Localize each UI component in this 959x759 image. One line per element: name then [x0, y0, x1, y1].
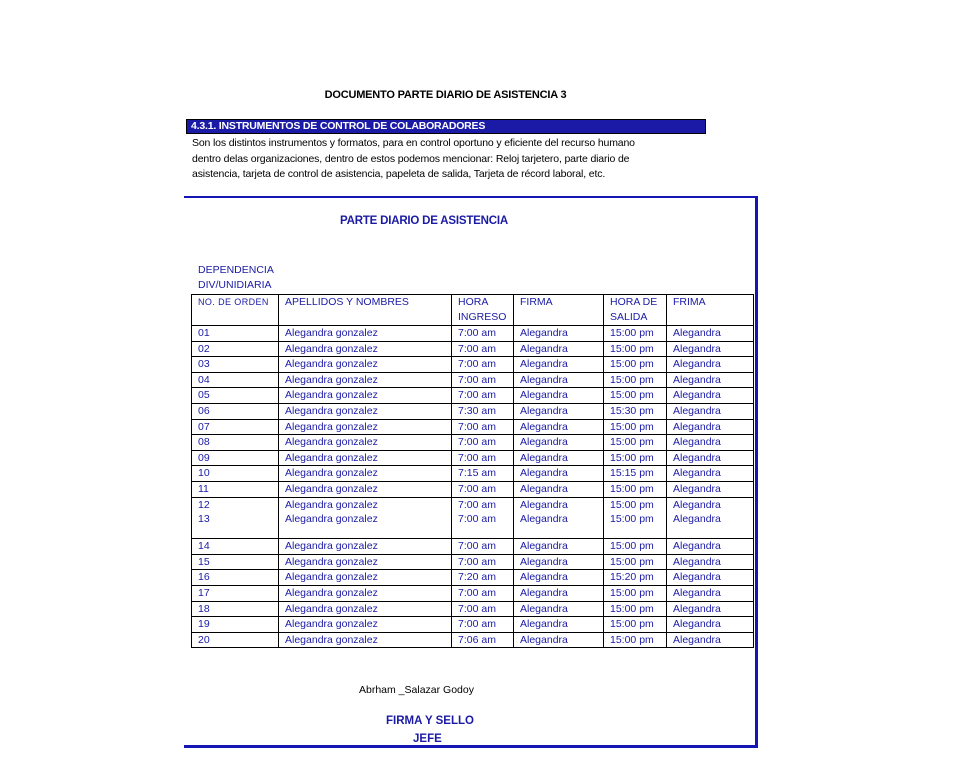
cell-exit-time: 15:00 pm — [604, 450, 667, 466]
table-row — [192, 601, 754, 617]
cell-entry-signature: Alegandra — [514, 617, 604, 633]
cell-order: 06 — [192, 403, 279, 419]
intro-line: Son los distintos instrumentos y formatos, para en control oportuno y eficiente del recurso humano — [192, 137, 635, 149]
cell-exit-signature: Alegandra — [667, 326, 754, 342]
intro-line: dentro delas organizaciones, dentro de estos podemos mencionar: Reloj tarjetero, parte diario de — [192, 152, 630, 165]
cell-order: 05 — [192, 388, 279, 404]
table-row — [192, 481, 754, 497]
cell-order: 20 — [192, 632, 279, 648]
cell-name: Alegandra gonzalez — [279, 497, 452, 512]
form-title: PARTE DIARIO DE ASISTENCIA — [340, 215, 508, 227]
header-entry-time: HORA INGRESO — [452, 295, 514, 326]
cell-exit-signature: Alegandra — [667, 388, 754, 404]
cell-exit-time: 15:00 pm — [604, 481, 667, 497]
cell-name: Alegandra gonzalez — [279, 357, 452, 373]
cell-entry-signature: Alegandra — [514, 512, 604, 539]
cell-name: Alegandra gonzalez — [279, 632, 452, 648]
header-signature-2: FRIMA — [667, 295, 754, 326]
cell-entry-time: 7:00 am — [452, 435, 514, 451]
cell-entry-time: 7:00 am — [452, 481, 514, 497]
cell-order: 17 — [192, 585, 279, 601]
table-row — [192, 326, 754, 342]
cell-entry-time: 7:00 am — [452, 450, 514, 466]
cell-name: Alegandra gonzalez — [279, 450, 452, 466]
header-signature: FIRMA — [514, 295, 604, 326]
table-row — [192, 570, 754, 586]
intro-line: asistencia, tarjeta de control de asistencia, papeleta de salida, Tarjeta de récord laboral, etc. — [192, 168, 606, 180]
cell-name: Alegandra gonzalez — [279, 403, 452, 419]
table-row — [192, 617, 754, 633]
cell-order: 13 — [192, 512, 279, 539]
cell-exit-time: 15:00 pm — [604, 554, 667, 570]
cell-entry-time: 7:00 am — [452, 617, 514, 633]
cell-order: 07 — [192, 419, 279, 435]
cell-entry-signature: Alegandra — [514, 570, 604, 586]
cell-entry-signature: Alegandra — [514, 435, 604, 451]
cell-exit-signature: Alegandra — [667, 570, 754, 586]
cell-order: 01 — [192, 326, 279, 342]
cell-exit-time: 15:15 pm — [604, 466, 667, 482]
cell-order: 18 — [192, 601, 279, 617]
table-row — [192, 466, 754, 482]
cell-entry-time: 7:00 am — [452, 419, 514, 435]
cell-exit-time: 15:00 pm — [604, 585, 667, 601]
cell-exit-signature: Alegandra — [667, 357, 754, 373]
cell-exit-signature: Alegandra — [667, 403, 754, 419]
cell-exit-time: 15:00 pm — [604, 341, 667, 357]
cell-entry-signature: Alegandra — [514, 341, 604, 357]
dependency-label-line2: DIV/UNIDIARIA — [198, 279, 272, 291]
cell-exit-signature: Alegandra — [667, 435, 754, 451]
cell-order: 15 — [192, 554, 279, 570]
cell-entry-time: 7:00 am — [452, 554, 514, 570]
cell-order: 12 — [192, 497, 279, 512]
cell-exit-signature: Alegandra — [667, 481, 754, 497]
table-row — [192, 497, 754, 512]
signature-role: JEFE — [413, 733, 442, 745]
cell-entry-signature: Alegandra — [514, 601, 604, 617]
cell-name: Alegandra gonzalez — [279, 372, 452, 388]
cell-order: 14 — [192, 539, 279, 555]
header-exit-time: HORA DE SALIDA — [604, 295, 667, 326]
header-order-number: NO. DE ORDEN — [192, 295, 279, 326]
cell-entry-time: 7:00 am — [452, 512, 514, 539]
table-header-row — [192, 295, 754, 326]
cell-order: 02 — [192, 341, 279, 357]
document-title — [0, 89, 959, 101]
cell-exit-signature: Alegandra — [667, 617, 754, 633]
table-row — [192, 419, 754, 435]
cell-exit-time: 15:20 pm — [604, 570, 667, 586]
cell-name: Alegandra gonzalez — [279, 539, 452, 555]
header-names: APELLIDOS Y NOMBRES — [279, 295, 452, 326]
cell-entry-signature: Alegandra — [514, 326, 604, 342]
table-row — [192, 341, 754, 357]
cell-entry-signature: Alegandra — [514, 632, 604, 648]
cell-entry-time: 7:00 am — [452, 539, 514, 555]
cell-exit-signature: Alegandra — [667, 419, 754, 435]
cell-exit-time: 15:00 pm — [604, 372, 667, 388]
cell-name: Alegandra gonzalez — [279, 341, 452, 357]
cell-entry-time: 7:30 am — [452, 403, 514, 419]
cell-exit-signature: Alegandra — [667, 512, 754, 539]
cell-exit-time: 15:00 pm — [604, 388, 667, 404]
intro-paragraph — [192, 136, 712, 183]
cell-entry-time: 7:06 am — [452, 632, 514, 648]
attendance-table — [191, 294, 754, 648]
cell-exit-time: 15:00 pm — [604, 326, 667, 342]
cell-entry-signature: Alegandra — [514, 481, 604, 497]
cell-entry-time: 7:00 am — [452, 585, 514, 601]
cell-entry-time: 7:00 am — [452, 341, 514, 357]
table-row — [192, 357, 754, 373]
cell-entry-signature: Alegandra — [514, 357, 604, 373]
cell-name: Alegandra gonzalez — [279, 585, 452, 601]
document-title-text: DOCUMENTO PARTE DIARIO DE ASISTENCIA 3 — [324, 89, 567, 101]
cell-order: 04 — [192, 372, 279, 388]
cell-order: 03 — [192, 357, 279, 373]
cell-entry-signature: Alegandra — [514, 585, 604, 601]
cell-order: 16 — [192, 570, 279, 586]
table-row — [192, 388, 754, 404]
table-row — [192, 512, 754, 539]
cell-name: Alegandra gonzalez — [279, 419, 452, 435]
cell-entry-signature: Alegandra — [514, 403, 604, 419]
cell-exit-time: 15:00 pm — [604, 617, 667, 633]
table-row — [192, 403, 754, 419]
table-row — [192, 450, 754, 466]
cell-entry-signature: Alegandra — [514, 419, 604, 435]
cell-exit-time: 15:00 pm — [604, 601, 667, 617]
cell-entry-time: 7:00 am — [452, 357, 514, 373]
cell-name: Alegandra gonzalez — [279, 388, 452, 404]
cell-exit-signature: Alegandra — [667, 539, 754, 555]
cell-order: 08 — [192, 435, 279, 451]
cell-entry-time: 7:20 am — [452, 570, 514, 586]
signer-name: Abrham _Salazar Godoy — [359, 684, 474, 696]
table-row — [192, 585, 754, 601]
cell-entry-time: 7:00 am — [452, 388, 514, 404]
cell-exit-time: 15:00 pm — [604, 435, 667, 451]
cell-exit-time: 15:00 pm — [604, 539, 667, 555]
dependency-label — [198, 263, 274, 293]
cell-exit-signature: Alegandra — [667, 632, 754, 648]
cell-entry-signature: Alegandra — [514, 388, 604, 404]
cell-entry-time: 7:00 am — [452, 326, 514, 342]
table-row — [192, 539, 754, 555]
cell-exit-signature: Alegandra — [667, 554, 754, 570]
cell-entry-time: 7:00 am — [452, 497, 514, 512]
cell-name: Alegandra gonzalez — [279, 512, 452, 539]
cell-exit-time: 15:00 pm — [604, 419, 667, 435]
table-row — [192, 554, 754, 570]
cell-entry-time: 7:00 am — [452, 372, 514, 388]
cell-name: Alegandra gonzalez — [279, 435, 452, 451]
cell-entry-signature: Alegandra — [514, 372, 604, 388]
section-heading: 4.3.1. INSTRUMENTOS DE CONTROL DE COLABORADORES — [186, 119, 706, 134]
cell-order: 11 — [192, 481, 279, 497]
signature-label: FIRMA Y SELLO — [386, 715, 474, 727]
cell-exit-signature: Alegandra — [667, 497, 754, 512]
cell-name: Alegandra gonzalez — [279, 466, 452, 482]
cell-entry-time: 7:15 am — [452, 466, 514, 482]
cell-exit-time: 15:00 pm — [604, 632, 667, 648]
cell-exit-signature: Alegandra — [667, 372, 754, 388]
cell-exit-time: 15:30 pm — [604, 403, 667, 419]
dependency-label-line1: DEPENDENCIA — [198, 264, 274, 276]
cell-entry-signature: Alegandra — [514, 497, 604, 512]
cell-exit-time: 15:00 pm — [604, 512, 667, 539]
cell-name: Alegandra gonzalez — [279, 554, 452, 570]
cell-name: Alegandra gonzalez — [279, 601, 452, 617]
cell-order: 19 — [192, 617, 279, 633]
table-row — [192, 435, 754, 451]
cell-entry-signature: Alegandra — [514, 450, 604, 466]
cell-exit-time: 15:00 pm — [604, 357, 667, 373]
cell-exit-signature: Alegandra — [667, 466, 754, 482]
table-row — [192, 372, 754, 388]
cell-exit-time: 15:00 pm — [604, 497, 667, 512]
table-row — [192, 632, 754, 648]
cell-order: 10 — [192, 466, 279, 482]
cell-name: Alegandra gonzalez — [279, 326, 452, 342]
cell-entry-signature: Alegandra — [514, 466, 604, 482]
cell-entry-time: 7:00 am — [452, 601, 514, 617]
cell-order: 09 — [192, 450, 279, 466]
cell-entry-signature: Alegandra — [514, 539, 604, 555]
cell-name: Alegandra gonzalez — [279, 617, 452, 633]
cell-name: Alegandra gonzalez — [279, 481, 452, 497]
cell-entry-signature: Alegandra — [514, 554, 604, 570]
cell-exit-signature: Alegandra — [667, 341, 754, 357]
cell-exit-signature: Alegandra — [667, 585, 754, 601]
cell-name: Alegandra gonzalez — [279, 570, 452, 586]
cell-exit-signature: Alegandra — [667, 450, 754, 466]
cell-exit-signature: Alegandra — [667, 601, 754, 617]
